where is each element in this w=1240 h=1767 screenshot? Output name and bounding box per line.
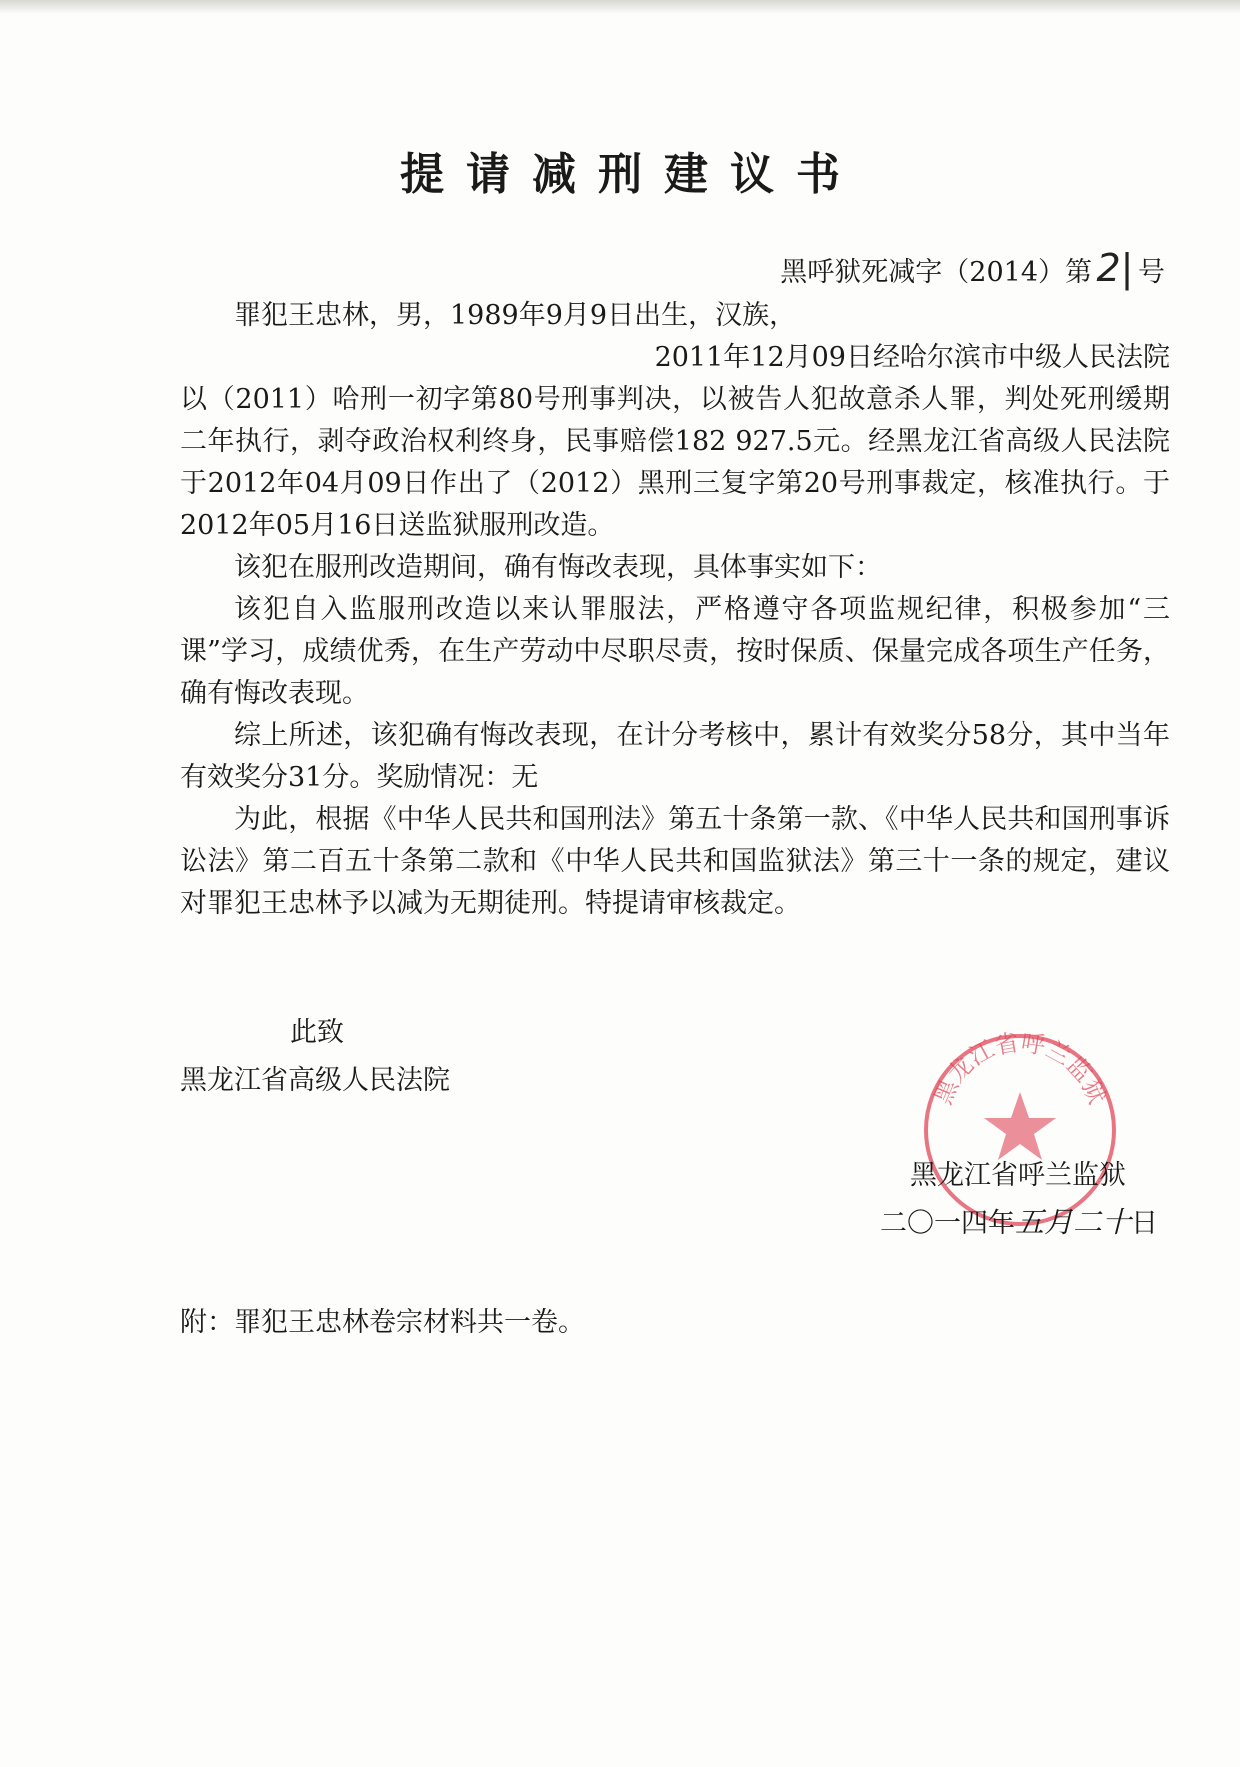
document-body [180,295,1170,925]
document-number-suffix: 号 [1138,257,1165,288]
paragraph-3: 该犯自入监服刑改造以来认罪服法，严格遵守各项监规纪律，积极参加“三课”学习，成绩优秀，在生产劳动中尽职尽责，按时保质、保量完成各项生产任务，确有悔改表现。 [180,594,1170,709]
greeting: 此致 [290,1017,344,1048]
signing-organization: 黑龙江省呼兰监狱 [910,1160,1126,1191]
paragraph-5: 为此，根据《中华人民共和国刑法》第五十条第一款、《中华人民共和国刑事诉讼法》第二百五十条第二款和《中华人民共和国监狱法》第三十一条的规定，建议对罪犯王忠林予以减为无期徒刑。特提请审核裁定。 [180,804,1170,919]
date-printed-prefix: 二〇一四年 [880,1208,1015,1239]
paragraph-1-line-2: 2011年12月09日经哈尔滨市中级人民法院 [654,342,1170,373]
date-handwritten: 五月二十 [1015,1205,1132,1239]
document-title: 提请减刑建议书 [400,149,862,200]
paragraph-2: 该犯在服刑改造期间，确有悔改表现，具体事实如下： [234,552,882,583]
scan-edge [0,0,1240,14]
date-printed-suffix: 日 [1131,1208,1159,1239]
attachment-note: 附：罪犯王忠林卷宗材料共一卷。 [180,1307,585,1338]
signing-date [880,1200,1158,1241]
document-number-handwritten: 2| [1096,246,1134,290]
paragraph-1-line-1: 罪犯王忠林，男，1989年9月9日出生，汉族， [234,300,797,331]
document-number-prefix: 黑呼狱死减字（2014）第 [780,257,1092,288]
seal-text: 黑龙江省呼兰监狱 [928,1030,1112,1109]
addressee: 黑龙江省高级人民法院 [180,1065,450,1096]
document-number [780,246,1165,290]
seal-star-icon [984,1092,1056,1160]
paragraph-4: 综上所述，该犯确有悔改表现，在计分考核中，累计有效奖分58分，其中当年有效奖分31分。奖励情况：无 [180,720,1170,793]
paragraph-1-rest: 以（2011）哈刑一初字第80号刑事判决，以被告人犯故意杀人罪，判处死刑缓期二年执行，剥夺政治权利终身，民事赔偿182 927.5元。经黑龙江省高级人民法院于2012年04月09日作出了（2012）黑刑三复字第20号刑事裁定，核准执行。于2012年05月16日送监狱服刑改造。 [180,384,1170,541]
